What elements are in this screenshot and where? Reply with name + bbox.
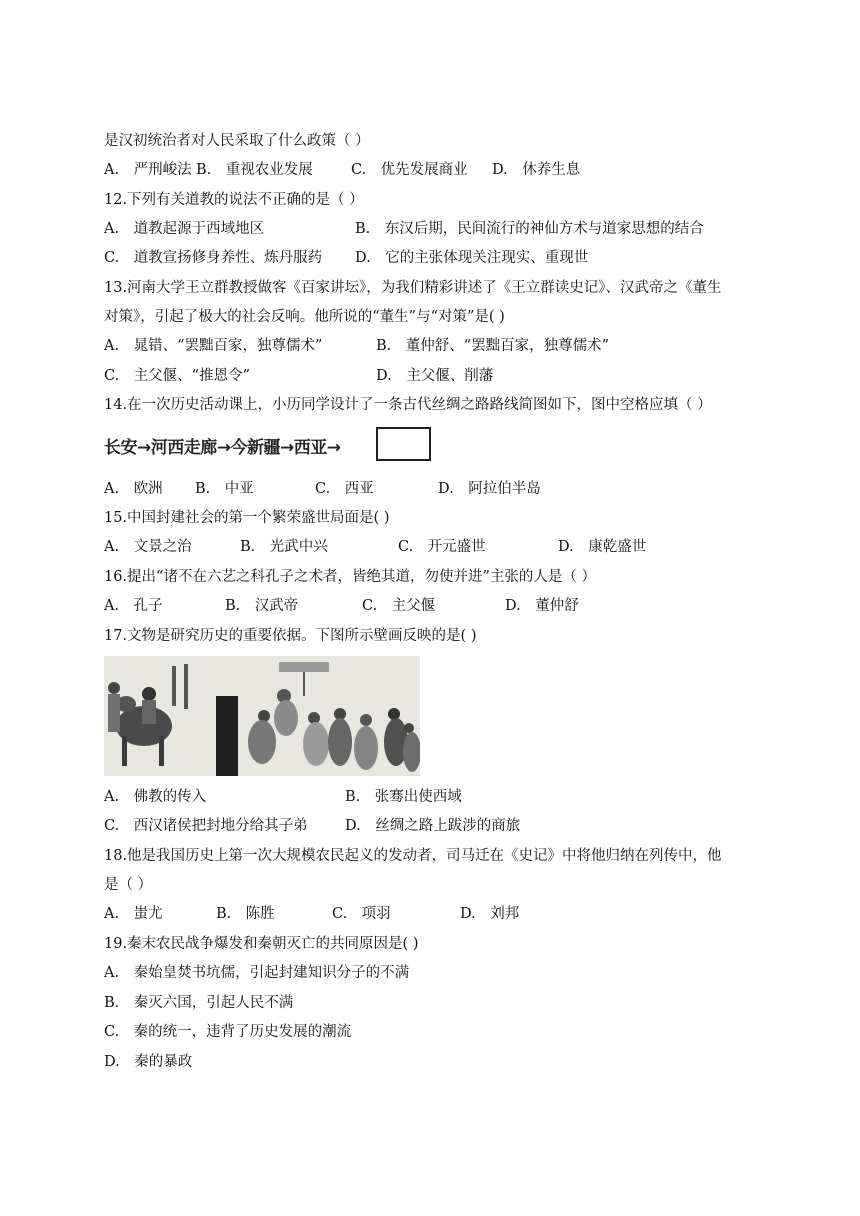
q11-option-c: C. 优先发展商业 [351, 162, 468, 178]
q12-option-b: B. 东汉后期，民间流行的神仙方术与道家思想的结合 [355, 221, 704, 237]
q13-option-a: A. 晁错、“罢黜百家，独尊儒术” [104, 338, 323, 354]
q19-stem: 19.秦末农民战争爆发和秦朝灭亡的共同原因是( ) [104, 936, 419, 952]
q19-option-a: A. 秦始皇焚书坑儒，引起封建知识分子的不满 [104, 965, 410, 981]
q18-option-b: B. 陈胜 [216, 906, 275, 922]
mural-illustration [104, 656, 420, 776]
q12-stem: 12.下列有关道教的说法不正确的是（ ） [104, 192, 364, 208]
q12-option-d: D. 它的主张体现关注现实、重现世 [355, 250, 589, 266]
q19-option-d: D. 秦的暴政 [104, 1054, 193, 1070]
q16-option-d: D. 董仲舒 [505, 598, 579, 614]
q11-option-d: D. 休养生息 [492, 162, 581, 178]
silk-road-route-diagram [104, 425, 444, 465]
q17-option-a: A. 佛教的传入 [104, 789, 207, 805]
q15-option-b: B. 光武中兴 [240, 539, 328, 555]
q16-stem: 16.提出“诸不在六艺之科孔子之术者，皆绝其道，勿使并进”主张的人是（ ） [104, 569, 596, 585]
q18-stem-line2: 是（ ） [104, 877, 153, 893]
q13-option-d: D. 主父偃、削藩 [376, 368, 494, 384]
q12-option-c: C. 道教宣扬修身养性、炼丹服药 [104, 250, 323, 266]
q13-option-c: C. 主父偃、“推恩令” [104, 368, 251, 384]
q17-option-b: B. 张骞出使西域 [345, 789, 462, 805]
route-text: 长安→河西走廊→今新疆→西亚→ [104, 438, 341, 458]
q18-option-a: A. 蚩尤 [104, 906, 163, 922]
mural-image [104, 656, 420, 776]
q13-stem-line1: 13.河南大学王立群教授做客《百家讲坛》，为我们精彩讲述了《王立群读史记》、汉武帝之《董生 [104, 280, 722, 296]
q12-option-a: A. 道教起源于西域地区 [104, 221, 265, 237]
q15-stem: 15.中国封建社会的第一个繁荣盛世局面是( ) [104, 510, 390, 526]
q18-option-c: C. 项羽 [332, 906, 391, 922]
q19-option-b: B. 秦灭六国，引起人民不满 [104, 995, 294, 1011]
route-blank-box [376, 427, 431, 461]
q14-stem: 14.在一次历史活动课上，小历同学设计了一条古代丝绸之路路线简图如下，图中空格应填（ ） [104, 397, 712, 413]
q14-option-d: D. 阿拉伯半岛 [438, 481, 541, 497]
q16-option-c: C. 主父偃 [362, 598, 436, 614]
q17-option-c: C. 西汉诸侯把封地分给其子弟 [104, 818, 308, 834]
q14-option-a: A. 欧洲 [104, 481, 163, 497]
q15-option-c: C. 开元盛世 [398, 539, 486, 555]
q11-option-a: A. 严刑峻法 [104, 162, 192, 178]
q14-option-c: C. 西亚 [315, 481, 374, 497]
q15-option-d: D. 康乾盛世 [558, 539, 647, 555]
q17-stem: 17.文物是研究历史的重要依据。下图所示壁画反映的是( ) [104, 628, 477, 644]
q15-option-a: A. 文景之治 [104, 539, 192, 555]
q16-option-b: B. 汉武帝 [225, 598, 299, 614]
q18-stem-line1: 18.他是我国历史上第一次大规模农民起义的发动者，司马迁在《史记》中将他归纳在列传中，他 [104, 848, 722, 864]
q11-stem: 是汉初统治者对人民采取了什么政策（ ） [104, 133, 370, 149]
q13-stem-line2: 对策》，引起了极大的社会反响。他所说的“董生”与“对策”是( ) [104, 309, 505, 325]
q18-option-d: D. 刘邦 [460, 906, 520, 922]
q13-option-b: B. 董仲舒、“罢黜百家，独尊儒术” [376, 338, 610, 354]
q14-option-b: B. 中亚 [195, 481, 254, 497]
q17-option-d: D. 丝绸之路上跋涉的商旅 [345, 818, 521, 834]
q16-option-a: A. 孔子 [104, 598, 163, 614]
q11-option-b: B. 重视农业发展 [196, 162, 313, 178]
q19-option-c: C. 秦的统一，违背了历史发展的潮流 [104, 1024, 352, 1040]
